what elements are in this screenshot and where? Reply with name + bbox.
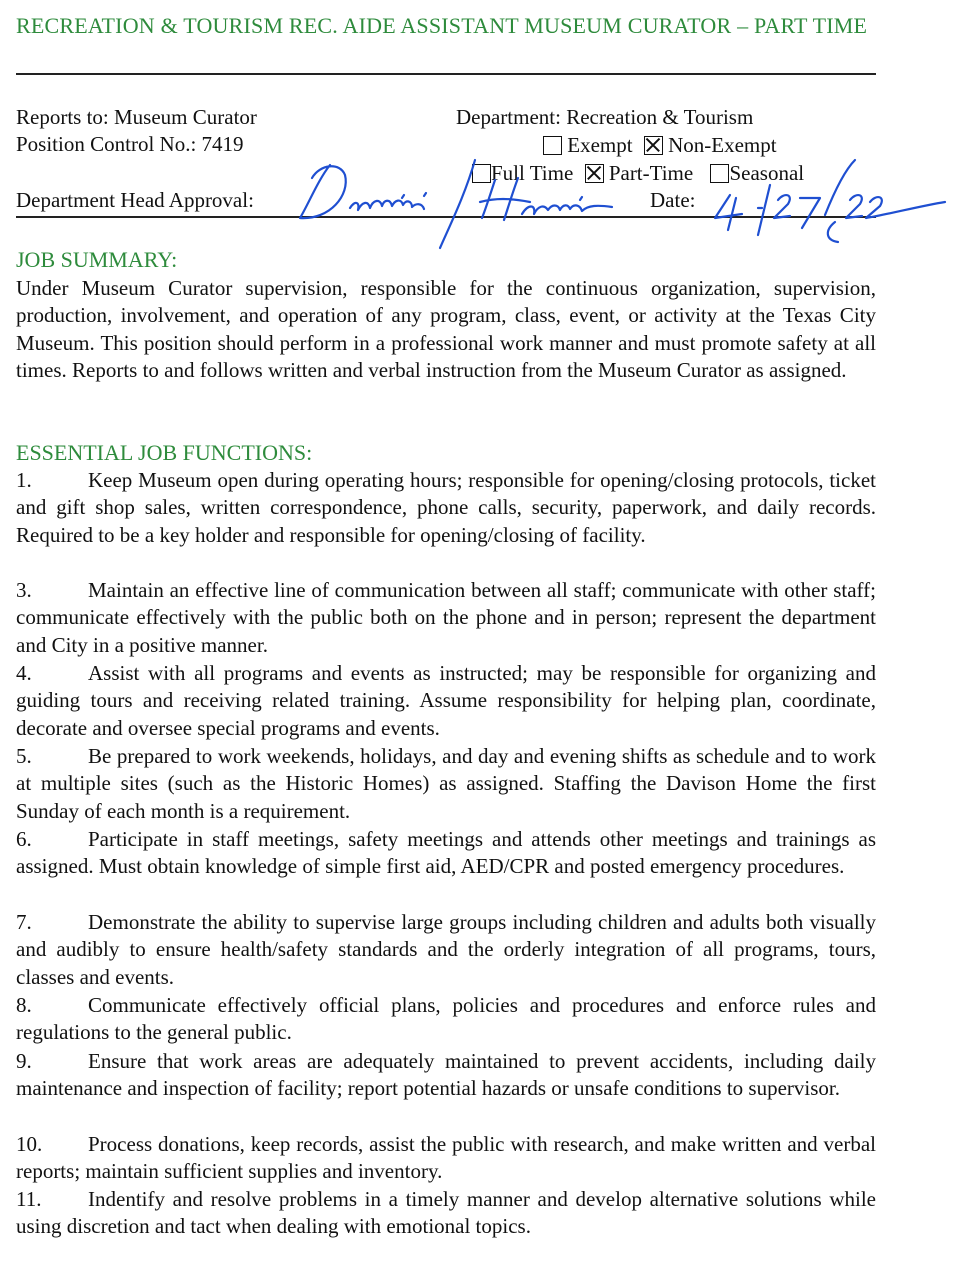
function-number: 11. [16, 1187, 42, 1211]
function-text: Indentify and resolve problems in a timely manner and develop alternative solutions while using discretion and tact when dealing with emotional topics. [16, 1187, 876, 1239]
function-item [16, 1048, 876, 1103]
job-summary-heading: JOB SUMMARY: [16, 247, 178, 272]
handwritten-signature [290, 150, 950, 250]
function-text: Ensure that work areas are adequately maintained to prevent accidents, including daily maintenance and inspection of facility; report potential hazards or unsafe conditions to supervisor. [16, 1049, 876, 1101]
function-number: 1. [16, 468, 32, 492]
function-text: Keep Museum open during operating hours; responsible for opening/closing protocols, ticket and gift shop sales, written correspondence, phone calls, security, paperwork, and daily records. Required to be a key holder and responsible for opening/closing of facility. [16, 468, 876, 547]
title-divider [16, 73, 876, 75]
function-text: Communicate effectively official plans, policies and procedures and enforce rules and regulations to the general public. [16, 993, 876, 1045]
function-item [16, 1131, 876, 1186]
department: Department: Recreation & Tourism [456, 105, 754, 129]
function-text: Demonstrate the ability to supervise large groups including children and adults both visually and audibly to ensure health/safety standards and the orderly integration of all programs, tours, classes and events. [16, 910, 876, 989]
function-item [16, 909, 876, 991]
non-exempt-label: Non-Exempt [668, 133, 777, 157]
function-number: 9. [16, 1049, 32, 1073]
function-number: 6. [16, 827, 32, 851]
function-text: Assist with all programs and events as instructed; may be responsible for organizing and guiding tours and receiving related training. Assume responsibility for helping plan, coordinate, decorate and oversee special programs and events. [16, 661, 876, 740]
approval-label: Department Head Approval: [16, 188, 254, 212]
full-time-label: Full Time [491, 161, 574, 185]
function-item [16, 743, 876, 825]
position-control-number: Position Control No.: 7419 [16, 132, 244, 156]
function-text: Maintain an effective line of communication between all staff; communicate with other staff; communicate effectively with the public both on the phone and in person; represent the department and City in a positive manner. [16, 578, 876, 657]
function-text: Process donations, keep records, assist the public with research, and make written and verbal reports; maintain sufficient supplies and inventory. [16, 1132, 876, 1184]
function-item [16, 1186, 876, 1241]
exempt-label: Exempt [567, 133, 633, 157]
function-number: 3. [16, 578, 32, 602]
function-item [16, 467, 876, 549]
part-time-label: Part-Time [608, 161, 694, 185]
function-text: Be prepared to work weekends, holidays, and day and evening shifts as schedule and to work at multiple sites (such as the Historic Homes) as assigned. Staffing the Davison Home the first Sunday of each month is a requirement. [16, 744, 876, 823]
function-number: 8. [16, 993, 32, 1017]
document-title: RECREATION & TOURISM REC. AIDE ASSISTANT MUSEUM CURATOR – PART TIME [16, 13, 868, 38]
function-number: 5. [16, 744, 32, 768]
function-number: 7. [16, 910, 32, 934]
essential-functions-heading: ESSENTIAL JOB FUNCTIONS: [16, 440, 313, 465]
function-item [16, 577, 876, 659]
seasonal-label: Seasonal [729, 161, 805, 185]
function-number: 10. [16, 1132, 43, 1156]
function-number: 4. [16, 661, 32, 685]
function-text: Participate in staff meetings, safety meetings and attends other meetings and trainings as assigned. Must obtain knowledge of simple first aid, AED/CPR and posted emergency procedures. [16, 827, 876, 879]
function-item [16, 660, 876, 742]
job-summary-text: Under Museum Curator supervision, responsible for the continuous organization, supervision, production, involvement, and operation of any program, class, event, or activity at the Texas City Museum. This position should perform in a professional work manner and must promote safety at all times. Reports to and follows written and verbal instruction from the Museum Curator as assigned. [16, 276, 876, 383]
function-item [16, 826, 876, 881]
reports-to: Reports to: Museum Curator [16, 105, 257, 129]
function-item [16, 992, 876, 1047]
date-label: Date: [650, 188, 696, 212]
